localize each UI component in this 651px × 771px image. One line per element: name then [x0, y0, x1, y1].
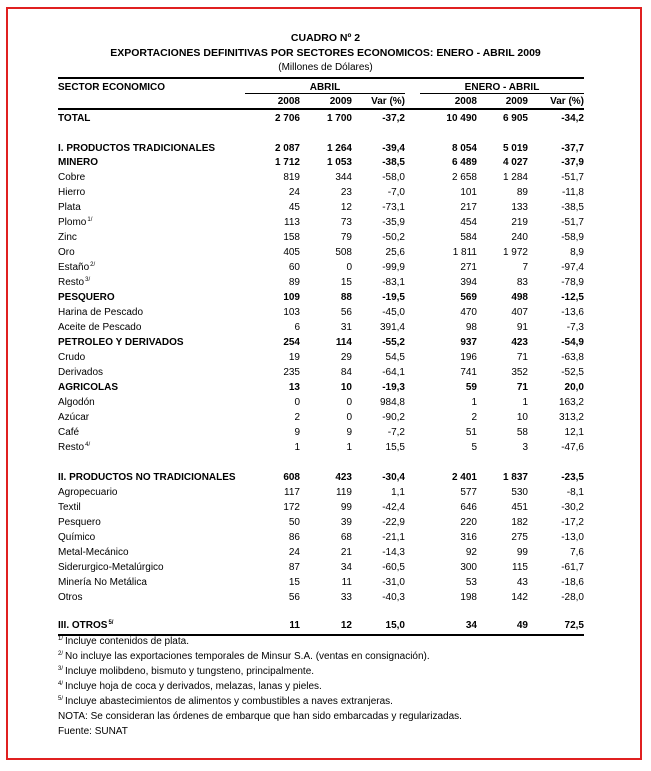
abril-2008-cell: 87: [288, 562, 300, 573]
ene-abr-2008-cell: 10 490: [446, 113, 477, 124]
ene-abr-2009-cell: 6 905: [502, 113, 528, 124]
ene-abr-2009-cell: 1: [522, 397, 528, 408]
abril-2008-cell: 45: [288, 202, 300, 213]
ene-abr-2009-header: 2009: [505, 96, 528, 107]
abril-2008-cell: 89: [288, 277, 300, 288]
row-label-text: Hierro: [58, 187, 86, 198]
footnote-marker: 1/: [58, 635, 64, 642]
row-label: [58, 411, 89, 424]
footnote: [58, 695, 393, 708]
ene-abr-2008-cell: 300: [460, 562, 477, 573]
abril-2009-cell: 0: [346, 397, 352, 408]
abril-2008-cell: 1 712: [274, 157, 300, 168]
abril-2009-cell: 1 053: [326, 157, 352, 168]
abril-var-cell: -64,1: [382, 367, 405, 378]
abril-2009-cell: 34: [340, 562, 352, 573]
abril-2009-cell: 12: [340, 620, 352, 631]
abril-2009-cell: 79: [340, 232, 352, 243]
footnote: [58, 725, 128, 738]
row-label-text: Azúcar: [58, 412, 90, 423]
abril-var-cell: 25,6: [385, 247, 405, 258]
ene-abr-2008-cell: 217: [460, 202, 477, 213]
abril-2008-cell: 109: [283, 292, 300, 303]
ene-abr-var-cell: -51,7: [561, 217, 584, 228]
abril-2009-cell: 1 264: [326, 143, 352, 154]
ene-abr-var-cell: -78,9: [561, 277, 584, 288]
abril-var-cell: -58,0: [382, 172, 405, 183]
abril-2009-cell: 39: [340, 517, 352, 528]
ene-abr-2008-cell: 271: [460, 262, 477, 273]
footnote-text: No incluye las exportaciones temporales de Minsur S.A. (ventas en consignación).: [65, 651, 430, 662]
abril-var-cell: -60,5: [382, 562, 405, 573]
row-label-text: II. PRODUCTOS NO TRADICIONALES: [58, 472, 236, 483]
ene-abr-2008-cell: 98: [465, 322, 477, 333]
ene-abr-2009-cell: 275: [511, 532, 528, 543]
ene-abr-var-cell: 12,1: [564, 427, 584, 438]
abril-2008-cell: 6: [294, 322, 300, 333]
abril-var-cell: -7,2: [387, 427, 405, 438]
ene-abr-2008-cell: 937: [460, 337, 477, 348]
row-label: [58, 276, 90, 289]
ene-abr-2009-cell: 530: [511, 487, 528, 498]
row-label: [58, 321, 141, 334]
abril-2008-cell: 2 087: [274, 143, 300, 154]
abril-2008-cell: 819: [283, 172, 300, 183]
ene-abr-var-cell: -13,0: [561, 532, 584, 543]
ene-abr-var-cell: -37,7: [561, 143, 584, 154]
abril-header-rule: [245, 93, 405, 94]
abril-2008-cell: 117: [284, 487, 300, 498]
ene-abr-2009-cell: 83: [516, 277, 528, 288]
abril-2009-cell: 56: [340, 307, 352, 318]
abril-var-cell: -45,0: [382, 307, 405, 318]
ene-abr-2009-cell: 91: [516, 322, 528, 333]
row-label: [58, 246, 75, 259]
row-label: [58, 501, 81, 514]
row-label-text: Plata: [58, 202, 81, 213]
ene-abr-2009-cell: 133: [511, 202, 528, 213]
ene-abr-2009-cell: 3: [522, 442, 528, 453]
ene-abr-2008-cell: 196: [460, 352, 477, 363]
row-label-text: Estaño: [58, 262, 90, 273]
footnote-marker: 3/: [85, 276, 91, 283]
ene-abr-2009-cell: 407: [511, 307, 528, 318]
ene-abr-2008-cell: 741: [460, 367, 477, 378]
row-label-text: Siderurgico-Metalúrgico: [58, 562, 164, 573]
abril-var-cell: -42,4: [382, 502, 405, 513]
row-label-text: Textil: [58, 502, 81, 513]
row-label-text: Resto: [58, 277, 85, 288]
ene-abr-2008-cell: 454: [460, 217, 477, 228]
table-number: CUADRO Nº 2: [290, 32, 361, 44]
abril-var-cell: 15,0: [385, 620, 405, 631]
ene-abr-2009-cell: 71: [516, 352, 528, 363]
ene-abr-2008-cell: 1 811: [452, 247, 477, 258]
ene-abr-2009-cell: 1 837: [502, 472, 528, 483]
footnote-marker: 3/: [58, 665, 64, 672]
ene-abr-2008-cell: 577: [460, 487, 477, 498]
ene-abr-var-cell: -23,5: [561, 472, 584, 483]
abril-var-cell: -7,0: [387, 187, 405, 198]
abril-2009-cell: 0: [346, 262, 352, 273]
abril-2009-cell: 11: [341, 577, 352, 588]
row-label: [58, 186, 85, 199]
row-label: [58, 201, 81, 214]
footnote-text: Incluye abastecimientos de alimentos y combustibles a naves extranjeras.: [65, 696, 393, 707]
abril-var-cell: -31,0: [382, 577, 405, 588]
row-label-text: Café: [58, 427, 80, 438]
ene-abr-2008-cell: 59: [465, 382, 477, 393]
abril-2008-header: 2008: [277, 96, 300, 107]
row-label-text: Pesquero: [58, 517, 101, 528]
row-label: [58, 619, 113, 632]
row-label-text: I. PRODUCTOS TRADICIONALES: [58, 143, 216, 154]
ene-abr-2009-cell: 71: [516, 382, 528, 393]
ene-abr-2008-cell: 316: [460, 532, 477, 543]
ene-abr-2009-cell: 115: [512, 562, 528, 573]
row-label-text: Harina de Pescado: [58, 307, 144, 318]
abril-2009-cell: 114: [335, 337, 352, 348]
row-label: [58, 396, 95, 409]
abril-var-cell: -14,3: [382, 547, 405, 558]
ene-abr-var-cell: -11,8: [561, 187, 584, 198]
row-label-text: III. OTROS: [58, 620, 108, 631]
ene-abr-var-cell: -37,9: [561, 157, 584, 168]
abril-var-cell: -30,4: [382, 472, 405, 483]
row-label: [58, 171, 85, 184]
abril-2009-cell: 423: [335, 472, 352, 483]
abril-2009-cell: 21: [340, 547, 352, 558]
row-label: [58, 306, 143, 319]
abril-2008-cell: 235: [283, 367, 300, 378]
ene-abr-var-cell: -13,6: [561, 307, 584, 318]
ene-abr-2009-cell: 451: [511, 502, 528, 513]
abril-2008-cell: 103: [283, 307, 300, 318]
row-label-text: MINERO: [58, 157, 98, 168]
abril-2008-cell: 0: [294, 397, 300, 408]
abril-2008-cell: 2 706: [274, 113, 300, 124]
row-label: [58, 381, 118, 394]
row-label: [58, 441, 90, 454]
abril-2009-cell: 344: [335, 172, 352, 183]
ene-abr-2009-cell: 240: [511, 232, 528, 243]
row-label: [58, 156, 98, 169]
footnote-marker: 2/: [58, 650, 64, 657]
ene-abr-var-cell: -97,4: [561, 262, 584, 273]
abril-var-cell: -55,2: [382, 337, 405, 348]
ene-abr-var-cell: 163,2: [558, 397, 584, 408]
footnote: [58, 650, 430, 663]
abril-var-cell: -19,5: [382, 292, 405, 303]
abril-2009-cell: 29: [340, 352, 352, 363]
ene-abr-2009-cell: 5 019: [502, 143, 528, 154]
footnote-marker: 4/: [58, 680, 64, 687]
ene-abr-var-cell: 7,6: [570, 547, 584, 558]
footnote-marker: 1/: [87, 216, 93, 223]
ene-abr-var-cell: 313,2: [558, 412, 584, 423]
row-label-text: AGRICOLAS: [58, 382, 118, 393]
abril-2008-cell: 60: [288, 262, 300, 273]
ene-abr-var-cell: -7,3: [566, 322, 584, 333]
row-label: [58, 261, 95, 274]
ene-abr-var-cell: -61,7: [561, 562, 584, 573]
row-label: [58, 531, 95, 544]
ene-abr-var-cell: 20,0: [564, 382, 584, 393]
abril-2009-header: 2009: [329, 96, 352, 107]
abril-2009-cell: 12: [340, 202, 352, 213]
abril-var-cell: -39,4: [382, 143, 405, 154]
row-label: [58, 591, 82, 604]
ene-abr-2008-cell: 101: [460, 187, 477, 198]
header-bottom-rule: [58, 108, 584, 110]
abril-2009-cell: 99: [340, 502, 352, 513]
row-label-text: Químico: [58, 532, 96, 543]
enero-abril-header-rule: [420, 93, 584, 94]
row-label-text: Oro: [58, 247, 75, 258]
row-label-text: Zinc: [58, 232, 77, 243]
row-label-text: Aceite de Pescado: [58, 322, 142, 333]
abril-2008-cell: 24: [288, 187, 300, 198]
abril-2009-cell: 84: [340, 367, 352, 378]
abril-var-cell: 391,4: [379, 322, 405, 333]
footnote-marker: 5/: [108, 619, 114, 626]
abril-var-cell: -22,9: [382, 517, 405, 528]
ene-abr-2009-cell: 49: [516, 620, 528, 631]
ene-abr-2008-header: 2008: [454, 96, 477, 107]
ene-abr-var-header: Var (%): [550, 96, 584, 107]
row-label: [58, 546, 129, 559]
row-label-text: Derivados: [58, 367, 104, 378]
enero-abril-header: ENERO - ABRIL: [464, 82, 540, 93]
row-label: [58, 486, 117, 499]
ene-abr-2008-cell: 584: [460, 232, 477, 243]
abril-var-cell: -19,3: [382, 382, 405, 393]
ene-abr-2008-cell: 2 658: [451, 172, 477, 183]
ene-abr-2009-cell: 1 972: [502, 247, 528, 258]
abril-2009-cell: 68: [340, 532, 352, 543]
abril-2008-cell: 15: [288, 577, 300, 588]
ene-abr-var-cell: -18,6: [561, 577, 584, 588]
ene-abr-2008-cell: 220: [460, 517, 477, 528]
units-label: (Millones de Dólares): [278, 62, 373, 73]
abril-2008-cell: 113: [284, 217, 300, 228]
ene-abr-2009-cell: 352: [511, 367, 528, 378]
ene-abr-2008-cell: 92: [465, 547, 477, 558]
abril-var-cell: 984,8: [379, 397, 405, 408]
ene-abr-var-cell: -47,6: [561, 442, 584, 453]
ene-abr-2009-cell: 4 027: [502, 157, 528, 168]
abril-2008-cell: 172: [283, 502, 300, 513]
ene-abr-2009-cell: 182: [511, 517, 528, 528]
ene-abr-var-cell: -34,2: [561, 113, 584, 124]
ene-abr-var-cell: -28,0: [561, 592, 584, 603]
abril-2008-cell: 608: [283, 472, 300, 483]
footnote-marker: 4/: [85, 441, 91, 448]
ene-abr-2009-cell: 7: [522, 262, 528, 273]
abril-2008-cell: 254: [283, 337, 300, 348]
abril-2009-cell: 33: [340, 592, 352, 603]
footnote-text: Incluye hoja de coca y derivados, melazas, lanas y pieles.: [65, 681, 322, 692]
abril-var-cell: -90,2: [382, 412, 405, 423]
row-label-text: Plomo: [58, 217, 87, 228]
row-label: [58, 351, 85, 364]
abril-2009-cell: 15: [340, 277, 352, 288]
abril-var-cell: -99,9: [382, 262, 405, 273]
abril-var-cell: 54,5: [385, 352, 405, 363]
abril-header: ABRIL: [309, 82, 341, 93]
footnote: [58, 665, 314, 678]
row-label: [58, 471, 236, 484]
abril-2009-cell: 1 700: [326, 113, 352, 124]
row-label-text: PESQUERO: [58, 292, 115, 303]
footnote-text: NOTA: Se consideran las órdenes de embarque que han sido embarcadas y regularizadas.: [58, 711, 462, 722]
abril-2008-cell: 1: [294, 442, 300, 453]
ene-abr-2008-cell: 53: [465, 577, 477, 588]
ene-abr-2009-cell: 142: [511, 592, 528, 603]
ene-abr-2009-cell: 89: [516, 187, 528, 198]
ene-abr-2008-cell: 470: [460, 307, 477, 318]
ene-abr-2008-cell: 394: [460, 277, 477, 288]
row-label-text: Algodón: [58, 397, 95, 408]
ene-abr-var-cell: -8,1: [566, 487, 584, 498]
abril-2009-cell: 10: [340, 382, 352, 393]
abril-var-cell: -40,3: [382, 592, 405, 603]
row-label-text: Metal-Mecánico: [58, 547, 129, 558]
abril-2008-cell: 50: [288, 517, 300, 528]
abril-2008-cell: 56: [288, 592, 300, 603]
ene-abr-2008-cell: 2 401: [451, 472, 477, 483]
ene-abr-2008-cell: 2: [471, 412, 477, 423]
abril-var-cell: -37,2: [382, 113, 405, 124]
abril-2009-cell: 9: [346, 427, 352, 438]
ene-abr-var-cell: -52,5: [561, 367, 584, 378]
abril-2009-cell: 73: [340, 217, 352, 228]
ene-abr-var-cell: -58,9: [561, 232, 584, 243]
abril-var-cell: -35,9: [382, 217, 405, 228]
abril-2008-cell: 2: [294, 412, 300, 423]
row-label: [58, 426, 79, 439]
ene-abr-2009-cell: 1 284: [502, 172, 528, 183]
abril-2008-cell: 19: [288, 352, 300, 363]
footnote: [58, 710, 462, 723]
row-label: [58, 336, 184, 349]
ene-abr-2009-cell: 99: [516, 547, 528, 558]
ene-abr-2009-cell: 43: [516, 577, 528, 588]
ene-abr-2008-cell: 198: [460, 592, 477, 603]
ene-abr-2009-cell: 58: [516, 427, 528, 438]
ene-abr-2009-cell: 423: [511, 337, 528, 348]
footnote-marker: 5/: [58, 695, 64, 702]
ene-abr-var-cell: -17,2: [561, 517, 584, 528]
abril-2008-cell: 405: [283, 247, 300, 258]
ene-abr-var-cell: -38,5: [561, 202, 584, 213]
header-top-rule: [58, 77, 584, 79]
ene-abr-var-cell: -63,8: [561, 352, 584, 363]
row-label-text: TOTAL: [58, 113, 91, 124]
footnote-text: Incluye contenidos de plata.: [65, 636, 189, 647]
abril-2009-cell: 31: [340, 322, 352, 333]
row-label-text: Minería No Metálica: [58, 577, 147, 588]
ene-abr-2008-cell: 646: [460, 502, 477, 513]
abril-2009-cell: 508: [335, 247, 352, 258]
abril-var-cell: -21,1: [382, 532, 405, 543]
footnote-text: Incluye molibdeno, bismuto y tungsteno, principalmente.: [65, 666, 315, 677]
row-label: [58, 112, 90, 125]
ene-abr-2008-cell: 6 489: [451, 157, 477, 168]
row-label: [58, 366, 103, 379]
ene-abr-2008-cell: 51: [465, 427, 477, 438]
row-label: [58, 561, 164, 574]
abril-var-cell: -73,1: [382, 202, 405, 213]
ene-abr-2008-cell: 8 054: [451, 143, 477, 154]
ene-abr-2008-cell: 569: [460, 292, 477, 303]
row-label-text: Crudo: [58, 352, 86, 363]
abril-2008-cell: 158: [283, 232, 300, 243]
row-label-text: PETROLEO Y DERIVADOS: [58, 337, 184, 348]
ene-abr-var-cell: -12,5: [561, 292, 584, 303]
abril-var-cell: 15,5: [385, 442, 405, 453]
abril-2009-cell: 23: [340, 187, 352, 198]
abril-var-cell: 1,1: [391, 487, 405, 498]
ene-abr-2008-cell: 5: [471, 442, 477, 453]
abril-2008-cell: 86: [288, 532, 300, 543]
abril-var-cell: -38,5: [382, 157, 405, 168]
footnote: [58, 635, 189, 648]
row-label: [58, 576, 147, 589]
ene-abr-2009-cell: 10: [516, 412, 528, 423]
abril-2009-cell: 0: [346, 412, 352, 423]
row-label: [58, 216, 92, 229]
ene-abr-var-cell: -51,7: [561, 172, 584, 183]
row-label-text: Cobre: [58, 172, 86, 183]
footnote-marker: 2/: [90, 261, 96, 268]
ene-abr-var-cell: -54,9: [561, 337, 584, 348]
table-title: EXPORTACIONES DEFINITIVAS POR SECTORES ECONOMICOS: ENERO - ABRIL 2009: [110, 47, 541, 59]
ene-abr-2008-cell: 1: [471, 397, 477, 408]
ene-abr-2009-cell: 219: [511, 217, 528, 228]
abril-2008-cell: 11: [289, 620, 300, 631]
abril-var-cell: -83,1: [382, 277, 405, 288]
footnote-text: Fuente: SUNAT: [58, 726, 128, 737]
ene-abr-var-cell: -30,2: [561, 502, 584, 513]
sector-header: SECTOR ECONOMICO: [58, 82, 166, 93]
ene-abr-var-cell: 72,5: [564, 620, 584, 631]
abril-2009-cell: 119: [336, 487, 352, 498]
abril-var-cell: -50,2: [382, 232, 405, 243]
row-label-text: Agropecuario: [58, 487, 118, 498]
ene-abr-var-cell: 8,9: [570, 247, 584, 258]
footnote: [58, 680, 322, 693]
row-label: [58, 291, 115, 304]
ene-abr-2009-cell: 498: [511, 292, 528, 303]
row-label: [58, 231, 77, 244]
row-label-text: Resto: [58, 442, 85, 453]
abril-2008-cell: 24: [288, 547, 300, 558]
abril-var-header: Var (%): [371, 96, 405, 107]
row-label-text: Otros: [58, 592, 83, 603]
ene-abr-2008-cell: 34: [465, 620, 477, 631]
row-label: [58, 516, 101, 529]
row-label: [58, 142, 215, 155]
abril-2009-cell: 1: [346, 442, 352, 453]
abril-2009-cell: 88: [340, 292, 352, 303]
abril-2008-cell: 13: [288, 382, 300, 393]
abril-2008-cell: 9: [294, 427, 300, 438]
